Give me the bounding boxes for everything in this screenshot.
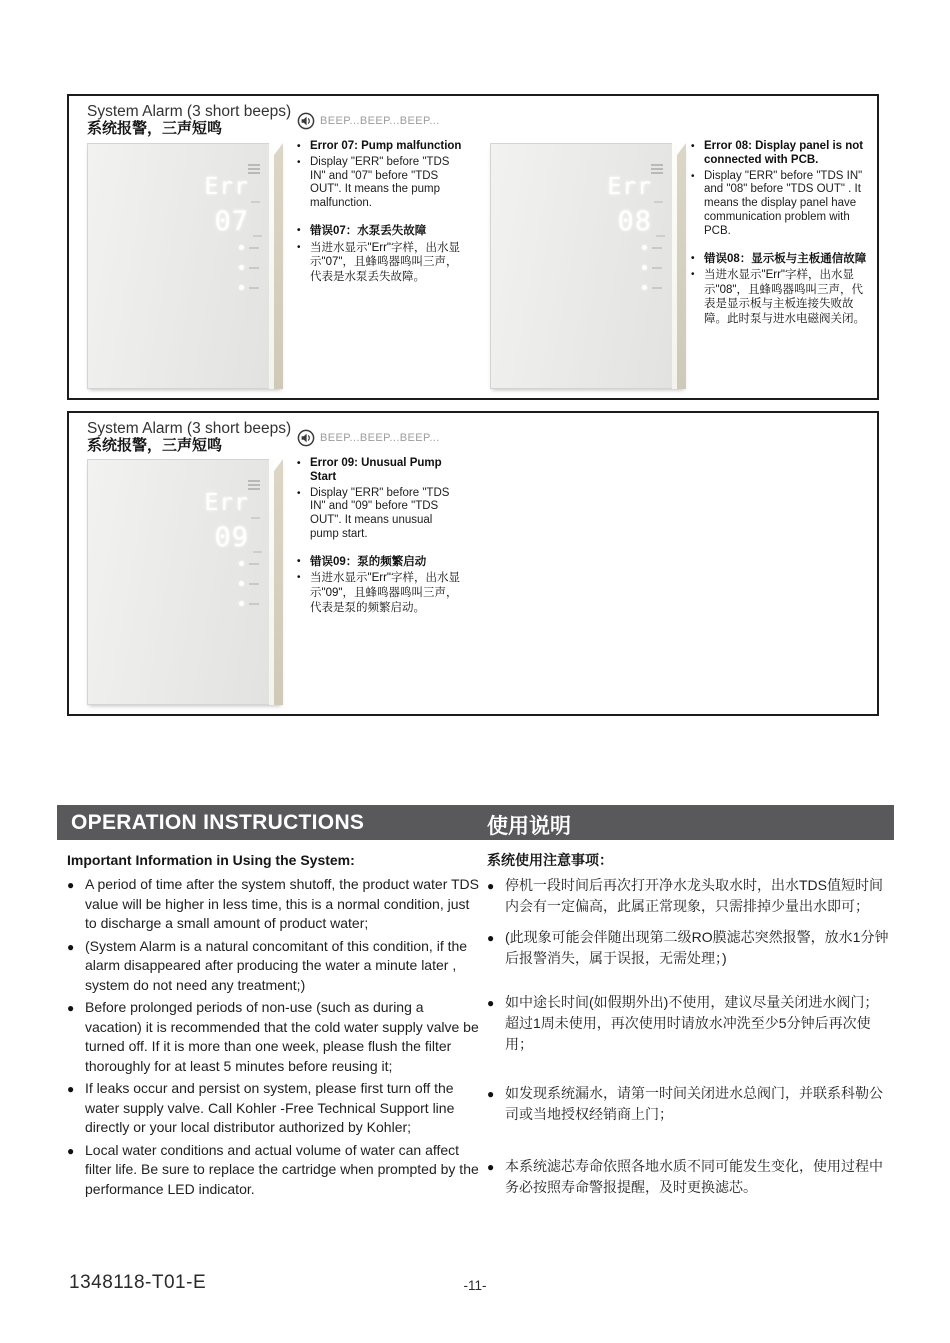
note-item [297, 457, 463, 485]
led-label-mark [652, 247, 662, 249]
filter-led-indicators [239, 245, 259, 305]
led-label-mark [249, 583, 259, 585]
bullet-text: (System Alarm is a natural concomitant of this condition, if the alarm disappeared after producing the water a minute later , system do not need any treatment;) [85, 937, 468, 993]
display-error-text: Err [607, 174, 652, 200]
bullet-marker: ● [67, 1001, 75, 1015]
bullet-marker: • [297, 141, 301, 152]
bullet-marker: ● [67, 1143, 75, 1158]
display-mini-labels [248, 164, 260, 176]
beep-label: BEEP...BEEP...BEEP... [320, 432, 440, 444]
device-display [204, 491, 249, 552]
device-photo-err07 [87, 143, 283, 389]
led-label-mark [652, 267, 662, 269]
bullet-marker: ● [487, 1160, 495, 1174]
bullet-marker: • [297, 156, 301, 168]
note-text: 当进水显示"Err"字样，出水显示"09"，且蜂鸣器鸣叫三声，代表是泵的频繁启动。 [310, 572, 460, 614]
bullet-text: (此现象可能会伴随出现第二级RO膜滤芯突然报警，放水1分钟后报警消失，属于误报，无需处理；) [505, 929, 889, 966]
device-side-edge [274, 143, 283, 389]
beep-indicator [297, 429, 440, 447]
tds-out-label-mark [656, 235, 665, 237]
note-item [297, 156, 463, 211]
led-label-mark [249, 267, 259, 269]
note-text: Display "ERR" before "TDS IN" and "08" before "TDS OUT" . It means the display panel have communication problem with PCB. [704, 169, 863, 237]
beep-label: BEEP...BEEP...BEEP... [320, 115, 440, 127]
bullet-marker: ● [487, 1087, 495, 1101]
alarm-box-errors-07-08 [67, 94, 879, 400]
display-error-code: 07 [214, 206, 249, 237]
operation-bullet [487, 927, 889, 969]
bullet-marker: • [691, 252, 695, 264]
operation-bullet [67, 1141, 479, 1200]
led-dot-icon [239, 601, 244, 606]
display-error-code: 08 [617, 206, 652, 237]
error-09-notes [297, 457, 463, 617]
note-item [297, 571, 463, 615]
led-row [239, 245, 259, 250]
bullet-marker: • [297, 555, 301, 567]
device-photo-err08 [490, 143, 686, 389]
alarm-title-cn: 系统报警，三声短鸣 [87, 437, 223, 454]
note-item [691, 140, 869, 168]
bullet-marker: • [691, 170, 695, 182]
operation-bullet [67, 998, 479, 1076]
operation-heading-en: Important Information in Using the System: [67, 852, 355, 868]
led-dot-icon [642, 265, 647, 270]
led-label-mark [249, 563, 259, 565]
display-mini-labels [651, 164, 663, 176]
tds-out-label-mark [253, 235, 262, 237]
led-row [239, 581, 259, 586]
led-dot-icon [239, 245, 244, 250]
led-dot-icon [642, 245, 647, 250]
bullet-marker: • [297, 224, 301, 236]
note-item [691, 252, 869, 267]
document-code: 1348118-T01-E [69, 1272, 207, 1293]
tds-in-label-mark [654, 201, 663, 203]
bullet-marker: ● [487, 879, 495, 893]
alarm-box-title [87, 420, 291, 455]
operation-column-cn [487, 851, 889, 1201]
bullet-text: 如发现系统漏水，请第一时间关闭进水总阀门，并联系科勒公司或当地授权经销商上门； [505, 1085, 883, 1122]
device-edge-highlight [672, 143, 677, 389]
device-side-edge [274, 459, 283, 705]
led-label-mark [249, 287, 259, 289]
display-mini-labels [248, 480, 260, 492]
bullet-text: Local water conditions and actual volume of water can affect filter life. Be sure to replace the cartridge when prompted by the performance LED indicator. [85, 1141, 479, 1197]
speaker-icon [297, 429, 315, 447]
filter-led-indicators [239, 561, 259, 621]
device-side-edge [677, 143, 686, 389]
led-row [642, 265, 662, 270]
note-item [297, 555, 463, 570]
operation-bullet [67, 875, 479, 934]
led-label-mark [249, 603, 259, 605]
display-error-code: 09 [214, 522, 249, 553]
bullet-text: 停机一段时间后再次打开净水龙头取水时，出水TDS值短时间内会有一定偏高，此属正常现象，只需排掉少量出水即可； [505, 877, 883, 914]
led-label-mark [249, 247, 259, 249]
bullet-text: If leaks occur and persist on system, please first turn off the water supply valve. Call Kohler -Free Technical Support line directly or your local distributor authorized by Kohler; [85, 1080, 455, 1135]
display-error-text: Err [204, 490, 249, 516]
bullet-text: 本系统滤芯寿命依照各地水质不同可能发生变化，使用过程中务必按照寿命警报提醒，及时更换滤芯。 [505, 1158, 883, 1195]
note-item [297, 241, 463, 285]
tds-in-label-mark [251, 201, 260, 203]
error-07-notes [297, 140, 463, 286]
note-text: Error 08: Display panel is not connected with PCB. [704, 140, 864, 166]
led-row [642, 285, 662, 290]
note-text: 当进水显示"Err"字样，出水显示"08"，且蜂鸣器鸣叫三声，代表是显示板与主板连接失败故障。此时泵与进水电磁阀关闭。 [704, 269, 865, 325]
led-row [239, 601, 259, 606]
operation-instructions-header [57, 805, 894, 840]
bullet-marker: ● [67, 878, 75, 892]
bullet-marker: • [297, 458, 301, 469]
note-text: 错误07：水泵丢失故障 [310, 224, 427, 237]
note-text: Error 07: Pump malfunction [310, 140, 462, 152]
led-row [239, 285, 259, 290]
operation-header-en: OPERATION INSTRUCTIONS [71, 811, 365, 834]
led-row [642, 245, 662, 250]
operation-column-en [67, 851, 479, 1202]
bullet-marker: ● [487, 931, 495, 945]
note-text: 当进水显示"Err"字样，出水显示"07"，且蜂鸣器鸣叫三声，代表是水泵丢失故障。 [310, 241, 460, 283]
note-item [691, 170, 869, 239]
note-text: 错误08：显示板与主板通信故障 [704, 252, 867, 265]
operation-bullet [67, 1079, 479, 1138]
filter-led-indicators [642, 245, 662, 305]
alarm-box-title [87, 103, 291, 138]
note-text: Display "ERR" before "TDS IN" and "09" before "TDS OUT". It means unusual pump start. [310, 486, 450, 540]
led-row [239, 265, 259, 270]
operation-bullet [487, 1083, 889, 1125]
device-edge-highlight [269, 459, 274, 705]
tds-in-label-mark [251, 517, 260, 519]
note-item [297, 140, 463, 154]
page-number: -11- [463, 1278, 487, 1293]
note-text: 错误09：泵的频繁启动 [310, 555, 427, 568]
bullet-marker: ● [67, 1082, 75, 1096]
operation-header-cn: 使用说明 [487, 815, 571, 838]
device-edge-highlight [269, 143, 274, 389]
bullet-marker: • [297, 241, 301, 253]
device-photo-err09 [87, 459, 283, 705]
led-dot-icon [239, 285, 244, 290]
bullet-marker: • [691, 141, 695, 152]
bullet-marker: • [297, 572, 301, 584]
display-error-text: Err [204, 174, 249, 200]
note-item [297, 224, 463, 239]
led-dot-icon [239, 265, 244, 270]
operation-bullet [487, 875, 889, 917]
beep-indicator [297, 112, 440, 130]
bullet-marker: ● [487, 996, 495, 1010]
bullet-marker: • [297, 487, 301, 499]
note-item [297, 487, 463, 542]
operation-heading-cn: 系统使用注意事项： [487, 852, 613, 868]
note-item [691, 268, 869, 326]
alarm-title-en: System Alarm (3 short beeps) [87, 420, 292, 437]
led-dot-icon [642, 285, 647, 290]
speaker-icon [297, 112, 315, 130]
device-display [204, 175, 249, 236]
operation-bullet [67, 937, 479, 996]
tds-out-label-mark [253, 551, 262, 553]
bullet-marker: • [691, 269, 695, 281]
led-dot-icon [239, 561, 244, 566]
led-dot-icon [239, 581, 244, 586]
bullet-text: A period of time after the system shutoff, the product water TDS value will be higher in less time, this is a normal condition, just to discharge a small amount of product water; [85, 876, 480, 931]
alarm-box-error-09 [67, 411, 879, 716]
note-text: Error 09: Unusual Pump Start [310, 457, 442, 483]
bullet-text: 如中途长时间(如假期外出)不使用，建议尽量关闭进水阀门；超过1周未使用，再次使用时请放水冲洗至少5分钟后再次使用； [505, 994, 879, 1052]
bullet-marker: ● [67, 939, 75, 954]
alarm-title-cn: 系统报警，三声短鸣 [87, 120, 223, 137]
bullet-text: Before prolonged periods of non-use (such as during a vacation) it is recommended that the cold water supply valve be turned off. If it is more than one week, please flush the filter thoroughly for at least 5 minutes before reusing it; [85, 999, 479, 1074]
led-label-mark [652, 287, 662, 289]
operation-bullet [487, 1156, 889, 1198]
note-text: Display "ERR" before "TDS IN" and "07" before "TDS OUT". It means the pump malfunction. [310, 155, 450, 210]
device-display [607, 175, 652, 236]
operation-bullet [487, 992, 889, 1055]
led-row [239, 561, 259, 566]
alarm-title-en: System Alarm (3 short beeps) [87, 103, 292, 120]
error-08-notes [691, 140, 869, 329]
